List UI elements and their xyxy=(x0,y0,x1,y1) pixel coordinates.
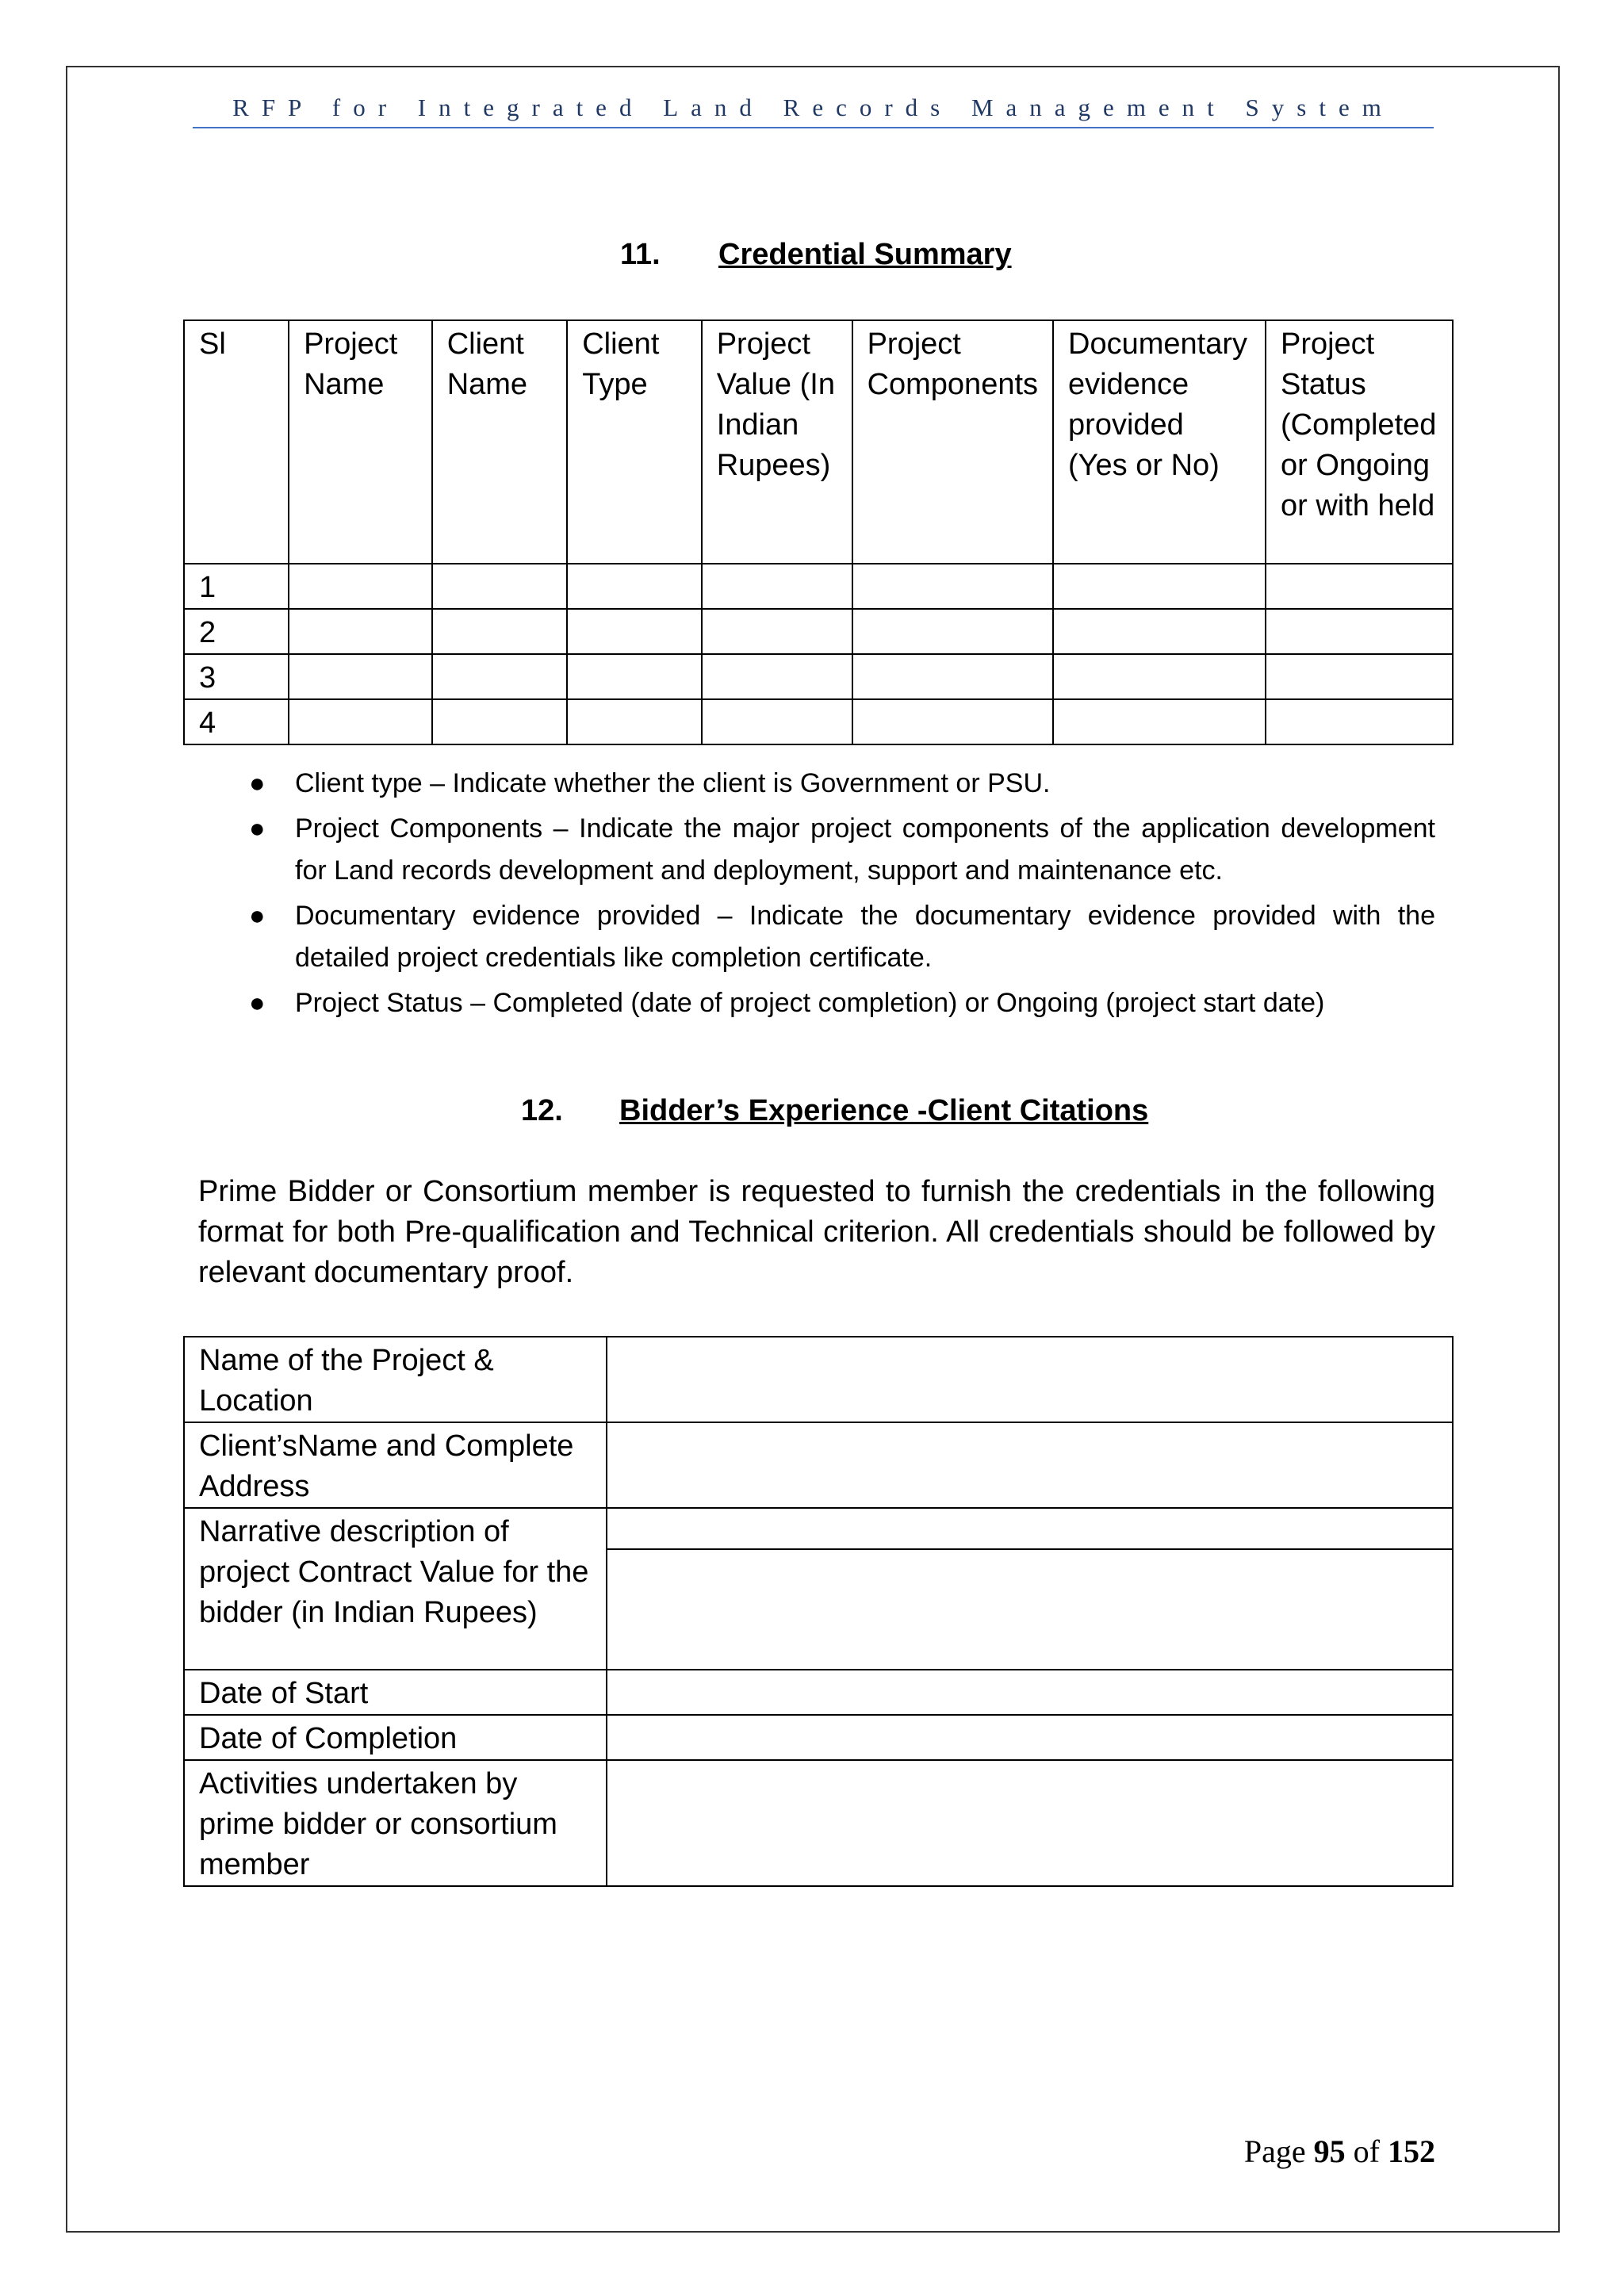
label-client-name: Client’sName and Complete Address xyxy=(184,1422,607,1508)
value-activities[interactable] xyxy=(607,1760,1453,1886)
page-footer xyxy=(1189,2133,1435,2170)
list-item xyxy=(238,895,1435,979)
of-label: of xyxy=(1353,2133,1380,2169)
client-citation-table xyxy=(183,1336,1454,1887)
cell-blank[interactable] xyxy=(1266,699,1453,744)
cell-blank[interactable] xyxy=(567,654,701,699)
list-item xyxy=(238,982,1435,1024)
cell-blank[interactable] xyxy=(567,564,701,609)
label-name-of-project: Name of the Project & Location xyxy=(184,1337,607,1422)
table-row xyxy=(184,1508,1453,1549)
table-row xyxy=(184,699,1453,744)
label-narrative: Narrative description of project Contract Value for the bidder (in Indian Rupees) xyxy=(184,1508,607,1670)
running-header: RFP for Integrated Land Records Management System xyxy=(232,94,1394,121)
cell-blank[interactable] xyxy=(1053,564,1266,609)
cell-blank[interactable] xyxy=(1266,564,1453,609)
bullet-icon: ● xyxy=(249,901,266,931)
col-header-documentary-evidence: Documentary evidence provided (Yes or No) xyxy=(1053,320,1266,564)
cell-blank[interactable] xyxy=(432,609,568,654)
cell-blank[interactable] xyxy=(289,564,432,609)
notes-list xyxy=(238,763,1435,1027)
cell-blank[interactable] xyxy=(852,609,1053,654)
section-12-intro: Prime Bidder or Consortium member is requested to furnish the credentials in the following format for both Pre-qualification and Technical criterion. All credentials should be followed by relevant documentary proof. xyxy=(198,1175,1435,1289)
page-label: Page xyxy=(1243,2133,1306,2169)
table-row xyxy=(184,1715,1453,1760)
cell-blank[interactable] xyxy=(702,654,852,699)
row-sl: 2 xyxy=(184,609,289,654)
value-date-start[interactable] xyxy=(607,1670,1453,1715)
value-client-name[interactable] xyxy=(607,1422,1453,1508)
page-number: 95 xyxy=(1313,2133,1346,2169)
cell-blank[interactable] xyxy=(1053,699,1266,744)
cell-blank[interactable] xyxy=(289,654,432,699)
table-row xyxy=(184,1670,1453,1715)
note-client-type: Client type – Indicate whether the client is Government or PSU. xyxy=(295,768,1051,798)
row-sl: 1 xyxy=(184,564,289,609)
table-row xyxy=(184,1337,1453,1422)
row-sl: 3 xyxy=(184,654,289,699)
col-header-project-components: Project Components xyxy=(852,320,1053,564)
table-row xyxy=(184,654,1453,699)
cell-blank[interactable] xyxy=(852,699,1053,744)
cell-blank[interactable] xyxy=(1266,609,1453,654)
table-row xyxy=(184,1760,1453,1886)
row-sl: 4 xyxy=(184,699,289,744)
cell-blank[interactable] xyxy=(567,699,701,744)
table-row xyxy=(184,564,1453,609)
section-11-number: 11. xyxy=(620,238,661,271)
label-date-start: Date of Start xyxy=(184,1670,607,1715)
cell-blank[interactable] xyxy=(432,564,568,609)
credential-summary-table xyxy=(183,320,1454,745)
cell-blank[interactable] xyxy=(432,699,568,744)
cell-blank[interactable] xyxy=(702,564,852,609)
bullet-icon: ● xyxy=(249,768,266,798)
value-name-of-project[interactable] xyxy=(607,1337,1453,1422)
note-documentary-evidence: Documentary evidence provided – Indicate the documentary evidence provided with the detailed project credentials like completion certificate. xyxy=(295,901,1435,973)
cell-blank[interactable] xyxy=(567,609,701,654)
list-item xyxy=(238,763,1435,805)
credential-header-row xyxy=(184,320,1453,564)
note-project-components: Project Components – Indicate the major project components of the application development for Land records development and deployment, support and maintenance etc. xyxy=(295,813,1435,886)
section-12-number: 12. xyxy=(521,1094,563,1127)
cell-blank[interactable] xyxy=(1053,609,1266,654)
label-date-completion: Date of Completion xyxy=(184,1715,607,1760)
value-narrative[interactable] xyxy=(607,1508,1453,1549)
cell-blank[interactable] xyxy=(1266,654,1453,699)
cell-blank[interactable] xyxy=(852,564,1053,609)
list-item xyxy=(238,808,1435,892)
table-row xyxy=(184,1422,1453,1508)
cell-blank[interactable] xyxy=(702,699,852,744)
col-header-project-name: Project Name xyxy=(289,320,432,564)
value-contract-value[interactable] xyxy=(607,1549,1453,1670)
bullet-icon: ● xyxy=(249,988,266,1018)
label-activities: Activities undertaken by prime bidder or consortium member xyxy=(184,1760,607,1886)
table-row xyxy=(184,609,1453,654)
cell-blank[interactable] xyxy=(702,609,852,654)
value-date-completion[interactable] xyxy=(607,1715,1453,1760)
col-header-sl: Sl xyxy=(184,320,289,564)
bullet-icon: ● xyxy=(249,813,266,844)
col-header-client-name: Client Name xyxy=(432,320,568,564)
page-total: 152 xyxy=(1388,2133,1435,2169)
note-project-status: Project Status – Completed (date of project completion) or Ongoing (project start date) xyxy=(295,988,1325,1018)
cell-blank[interactable] xyxy=(1053,654,1266,699)
cell-blank[interactable] xyxy=(289,699,432,744)
col-header-client-type: Client Type xyxy=(567,320,701,564)
col-header-project-status: Project Status (Completed or Ongoing or with held xyxy=(1266,320,1453,564)
cell-blank[interactable] xyxy=(852,654,1053,699)
section-12-title: Bidder’s Experience -Client Citations xyxy=(619,1094,1149,1127)
cell-blank[interactable] xyxy=(289,609,432,654)
header-rule xyxy=(193,127,1434,128)
cell-blank[interactable] xyxy=(432,654,568,699)
col-header-project-value: Project Value (In Indian Rupees) xyxy=(702,320,852,564)
section-11-title: Credential Summary xyxy=(718,238,1012,271)
